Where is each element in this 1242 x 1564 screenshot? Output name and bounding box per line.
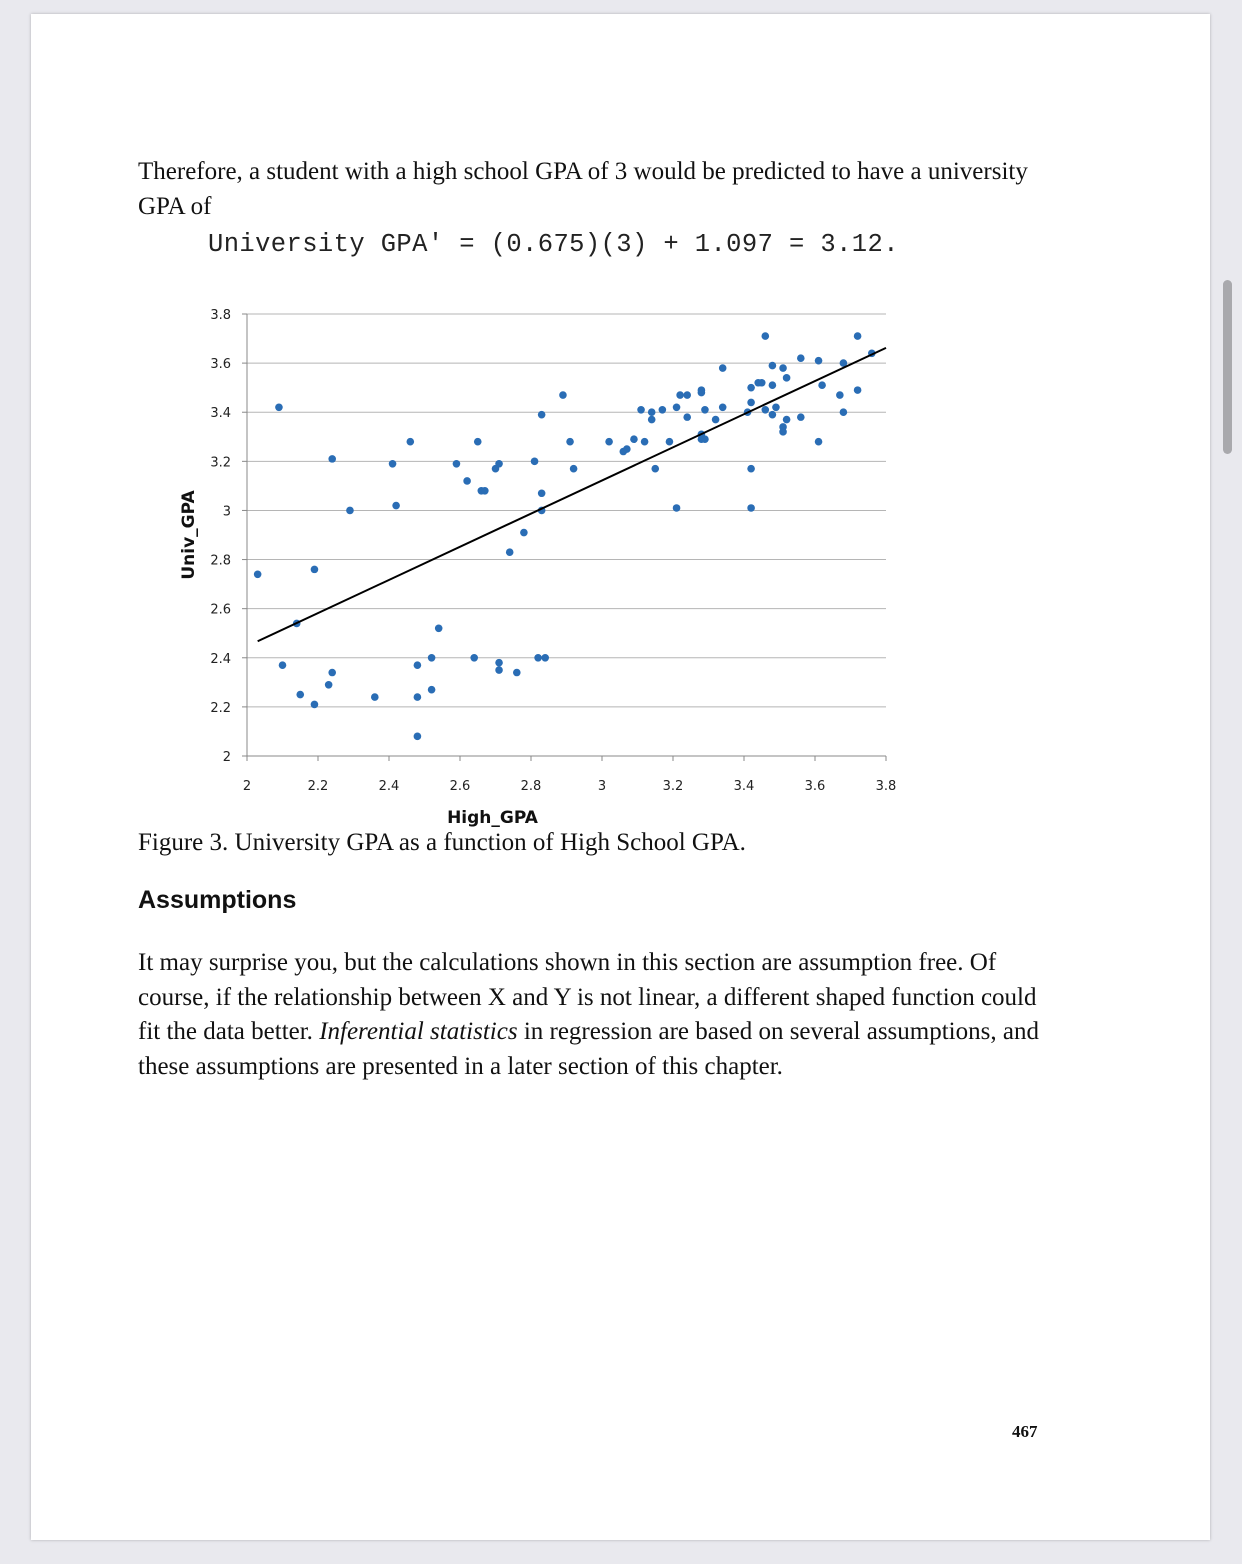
y-tick-label: 3.8 — [210, 308, 231, 323]
data-point — [637, 406, 645, 414]
data-point — [712, 416, 720, 424]
x-tick-label: 2.8 — [520, 779, 542, 794]
regression-line — [258, 348, 886, 641]
data-point — [836, 391, 844, 399]
y-tick-label: 2.6 — [210, 602, 231, 618]
body-text-emphasis: Inferential statistics — [319, 1018, 518, 1046]
data-point — [534, 654, 542, 662]
y-tick-label: 3.4 — [210, 406, 231, 422]
x-tick-label: 3 — [597, 779, 607, 794]
data-point — [453, 460, 461, 468]
data-point — [747, 399, 755, 407]
data-point — [683, 391, 691, 399]
y-tick-label: 2.2 — [210, 700, 231, 716]
data-point — [651, 465, 659, 473]
x-tick-label: 3.6 — [804, 779, 826, 794]
data-point — [854, 332, 862, 340]
data-point — [818, 381, 826, 389]
page-number: 467 — [1012, 1422, 1038, 1441]
y-tick-label: 2.8 — [210, 553, 231, 569]
x-tick-label: 2 — [242, 779, 252, 794]
data-point — [747, 465, 755, 473]
data-point — [506, 548, 514, 556]
data-point — [641, 438, 649, 446]
data-point — [495, 666, 503, 674]
data-point — [747, 384, 755, 392]
data-point — [254, 570, 262, 578]
data-point — [666, 438, 674, 446]
data-point — [769, 362, 777, 370]
data-point — [559, 391, 567, 399]
data-point — [279, 661, 287, 669]
figure-caption: Figure 3. University GPA as a function of High School GPA. — [138, 829, 746, 856]
data-point — [854, 386, 862, 394]
data-point — [698, 389, 706, 397]
data-point — [495, 659, 503, 667]
data-point — [772, 404, 780, 412]
data-point — [701, 406, 709, 414]
data-point — [414, 661, 422, 669]
data-point — [495, 460, 503, 468]
x-tick-label: 3.8 — [875, 779, 897, 794]
data-point — [541, 654, 549, 662]
x-tick-label: 2.6 — [449, 779, 471, 794]
data-point — [407, 438, 415, 446]
data-point — [463, 477, 471, 485]
data-point — [783, 374, 791, 382]
data-point — [719, 404, 727, 412]
data-point — [673, 404, 681, 412]
data-point — [311, 701, 319, 709]
y-tick-label: 3 — [222, 504, 231, 520]
data-point — [513, 669, 521, 677]
data-point — [428, 686, 436, 694]
data-point — [762, 406, 770, 414]
data-point — [328, 669, 336, 677]
data-point — [648, 408, 656, 416]
x-tick-label: 3.4 — [733, 779, 755, 794]
data-point — [783, 416, 791, 424]
y-tick-label: 2.4 — [210, 651, 231, 667]
data-point — [747, 504, 755, 512]
data-point — [676, 391, 684, 399]
data-point — [474, 438, 482, 446]
data-point — [470, 654, 478, 662]
section-heading: Assumptions — [138, 886, 297, 914]
data-point — [538, 411, 546, 419]
intro-paragraph: Therefore, a student with a high school GPA of 3 would be predicted to have a university GPA of — [138, 158, 1028, 220]
data-point — [389, 460, 397, 468]
x-tick-label: 2.2 — [307, 779, 329, 794]
data-point — [325, 681, 333, 689]
data-point — [531, 458, 539, 466]
data-point — [758, 379, 766, 387]
data-point — [570, 465, 578, 473]
data-point — [769, 411, 777, 419]
data-point — [346, 507, 354, 515]
body-text-part2: in regression are based on several assumptions, and these assumptions are presented in a later section of this chapter. — [138, 1018, 1039, 1081]
data-point — [311, 566, 319, 574]
data-point — [328, 455, 336, 463]
data-point — [815, 357, 823, 365]
data-point — [371, 693, 379, 701]
data-point — [414, 733, 422, 741]
regression-formula: University GPA' = (0.675)(3) + 1.097 = 3.12. — [208, 230, 899, 259]
data-point — [435, 625, 443, 633]
data-point — [701, 435, 709, 443]
data-point — [296, 691, 304, 699]
data-point — [797, 413, 805, 421]
data-point — [566, 438, 574, 446]
scrollbar-thumb[interactable] — [1223, 280, 1232, 454]
data-point — [520, 529, 528, 537]
x-axis-title: High_GPA — [447, 808, 538, 828]
data-point — [414, 693, 422, 701]
data-point — [769, 381, 777, 389]
data-point — [630, 435, 638, 443]
data-point — [605, 438, 613, 446]
data-point — [428, 654, 436, 662]
data-point — [275, 404, 283, 412]
y-tick-label: 2 — [222, 750, 231, 765]
data-point — [659, 406, 667, 414]
data-point — [392, 502, 400, 510]
data-point — [623, 445, 631, 453]
x-tick-label: 3.2 — [662, 779, 684, 794]
data-point — [719, 364, 727, 372]
data-point — [779, 428, 787, 436]
data-point — [538, 489, 546, 497]
data-point — [840, 408, 848, 416]
x-tick-label: 2.4 — [378, 779, 400, 794]
data-point — [779, 364, 787, 372]
data-point — [648, 416, 656, 424]
body-text-part1: It may surprise you, but the calculations shown in this section are assumption free. Of course, if the relationship between X and Y is not linear, a different shaped function could fit the data better. — [138, 949, 1037, 1046]
data-point — [683, 413, 691, 421]
y-tick-label: 3.6 — [210, 357, 231, 373]
body-paragraph — [138, 946, 1058, 1085]
data-point — [797, 354, 805, 362]
data-point — [762, 332, 770, 340]
y-axis-title: Univ_GPA — [179, 490, 199, 580]
y-tick-label: 3.2 — [210, 455, 231, 471]
data-point — [673, 504, 681, 512]
data-point — [481, 487, 489, 495]
data-point — [815, 438, 823, 446]
